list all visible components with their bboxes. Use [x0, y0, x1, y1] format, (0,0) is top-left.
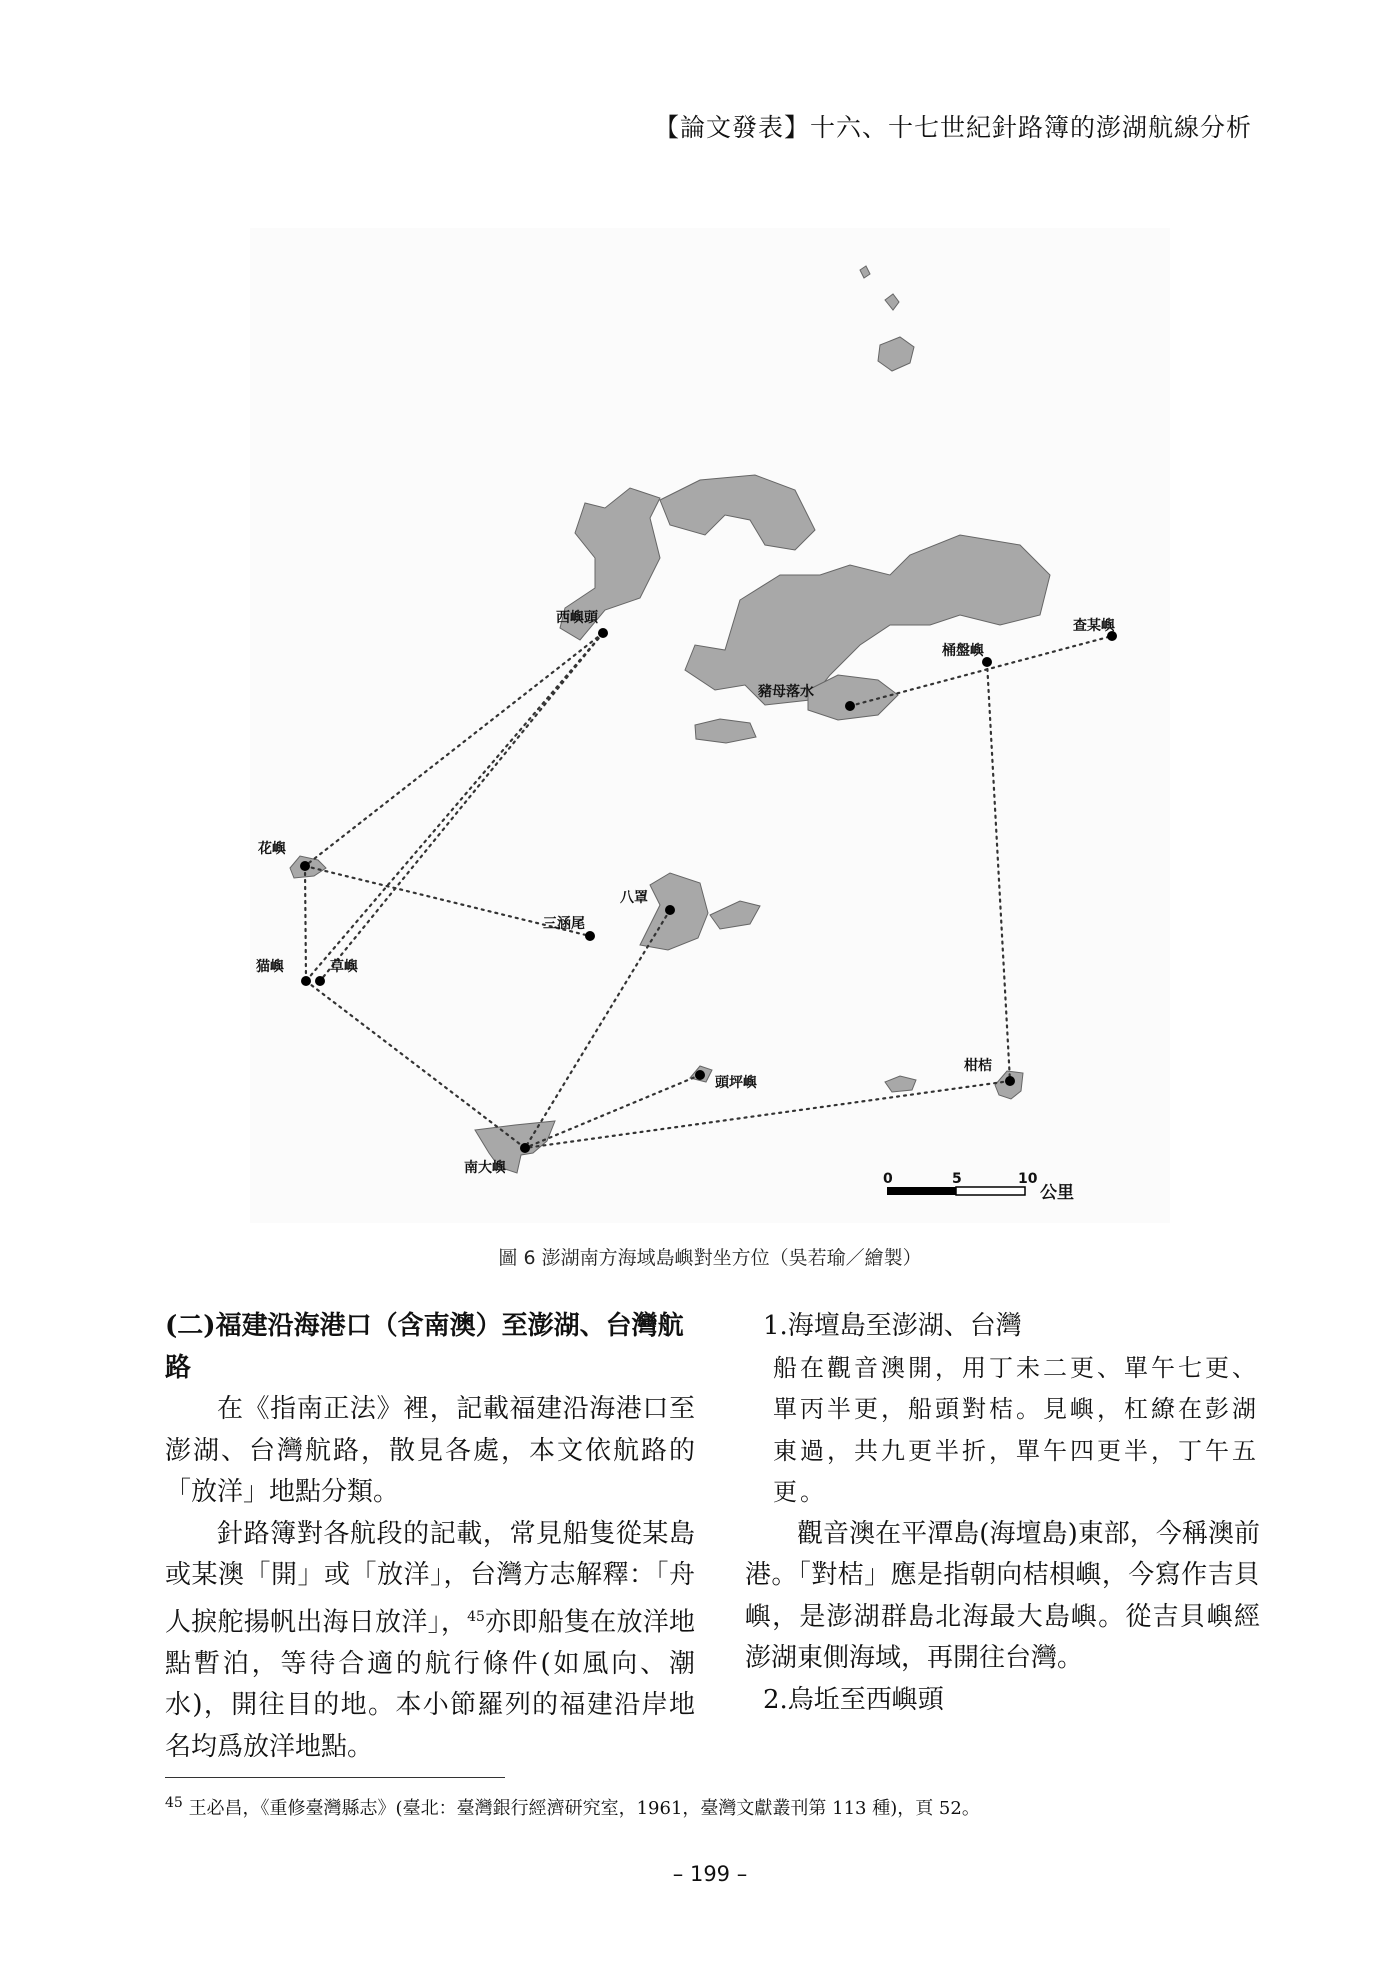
label-chamouyu: 查某嶼 [1073, 618, 1115, 634]
label-nandayu: 南大嶼 [464, 1160, 506, 1176]
label-maoyu: 猫嶼 [256, 959, 284, 975]
scale-unit: 公里 [1040, 1183, 1074, 1203]
right-column [745, 1306, 1260, 1721]
label-zhumuluoshui: 豬母落水 [758, 684, 814, 700]
footnote-ref[interactable]: 45 [467, 1608, 485, 1625]
paragraph: 觀音澳在平潭島(海壇島)東部，今稱澳前港。「對桔」應是指朝向桔梖嶼，今寫作吉貝嶼，是澎湖群島北海最大島嶼。從吉貝嶼經澎湖東側海域，再開往台灣。 [745, 1518, 1260, 1673]
label-ganju: 柑桔 [964, 1058, 992, 1074]
label-toupingyu: 頭坪嶼 [715, 1075, 757, 1091]
label-tongpanyu: 桶盤嶼 [942, 643, 984, 659]
label-sanhanwei: 三涵尾 [543, 916, 585, 932]
footnote: $^{45}$ 王必昌，《重修臺灣縣志》(臺北：臺灣銀行經濟研究室，1961，臺灣文獻叢刊第 113 種)，頁 52。 [165, 1795, 980, 1819]
figure-caption: 圖 6 澎湖南方海域島嶼對坐方位（吳若瑜／繪製） [498, 1247, 922, 1269]
section-heading: (二)福建沿海港口（含南澳）至澎湖、台灣航路 [165, 1311, 684, 1383]
block-quote: 船在觀音澳開，用丁未二更、單午七更、單丙半更，船頭對桔。見嶼，杠繚在彭湖東過，共九更半折，單午四更半，丁午五更。 [773, 1353, 1259, 1506]
label-bazhao: 八罩 [620, 890, 648, 906]
scale-tick-10: 10 [1018, 1171, 1038, 1187]
paragraph: 在《指南正法》裡，記載福建沿海港口至澎湖、台灣航路，散見各處，本文依航路的「放洋」地點分類。 [165, 1394, 695, 1507]
scale-tick-5: 5 [952, 1171, 962, 1187]
subheading: 2.烏坵至西嶼頭 [763, 1684, 944, 1715]
map-figure [250, 228, 1170, 1223]
running-header: 【論文發表】十六、十七世紀針路簿的澎湖航線分析 [653, 113, 1252, 142]
label-huayu: 花嶼 [258, 841, 286, 857]
label-xiyutou: 西嶼頭 [556, 610, 598, 626]
scale-tick-0: 0 [883, 1171, 893, 1187]
page-number: – 199 – [672, 1862, 748, 1886]
paragraph: 針路簿對各航段的記載，常見船隻從某島或某澳「開」或「放洋」，台灣方志解釋：「舟人捩舵揚帆出海日放洋」，$^{45}$亦即船隻在放洋地點暫泊，等待合適的航行條件(如風向、潮水)，開往目的地。本小節羅列的福建沿岸地名均爲放洋地點。 [165, 1518, 695, 1762]
left-column [165, 1306, 695, 1768]
footnote-divider [165, 1777, 505, 1778]
label-caoyu: 草嶼 [330, 959, 358, 975]
subheading: 1.海壇島至澎湖、台灣 [763, 1311, 1022, 1341]
